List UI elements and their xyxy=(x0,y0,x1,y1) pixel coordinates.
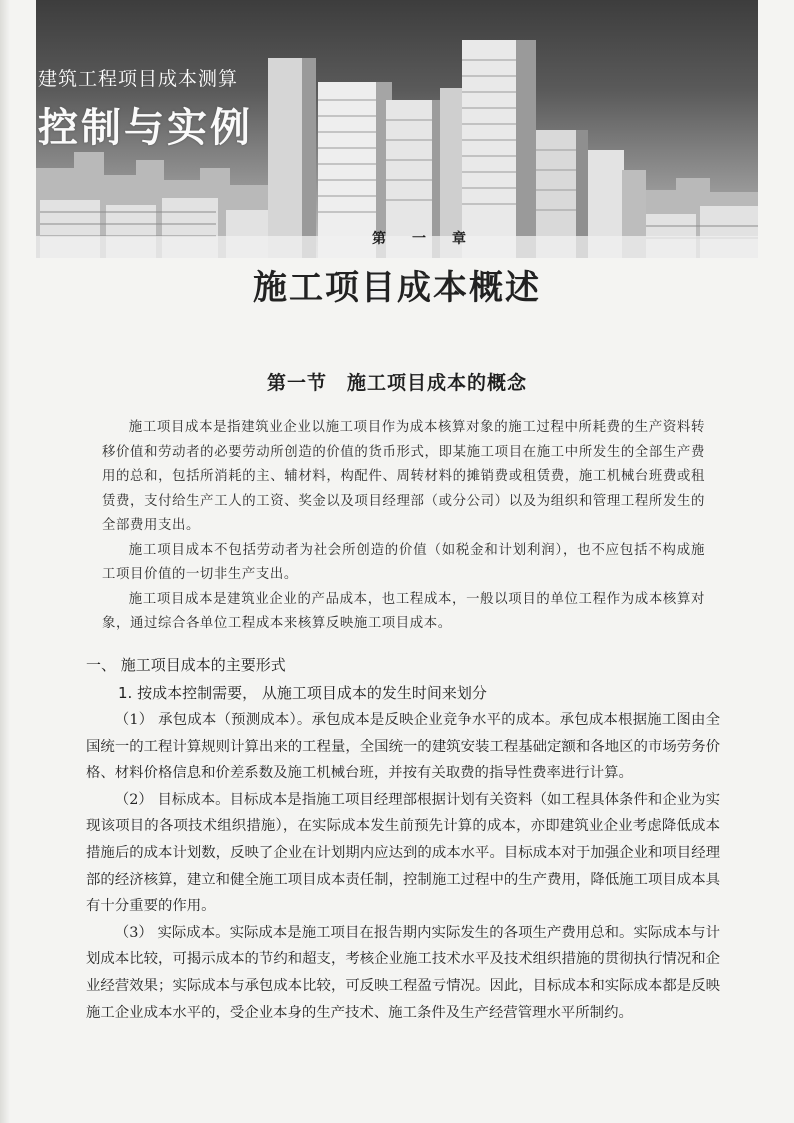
body-paragraph: （2） 目标成本。目标成本是指施工项目经理部根据计划有关资料（如工程具体条件和企业为实现该项目的各项技术组织措施），在实际成本发生前预先计算的成本，亦即建筑业企业考虑降低成本措施后的成本计划数，反映了企业在计划期内应达到的成本水平。目标成本对于加强企业和项目经理部的经济核算，建立和健全施工项目成本责任制，控制施工过程中的生产费用，降低施工项目成本具有十分重要的作用。 xyxy=(86,791,720,915)
series-title: 建筑工程项目成本测算 xyxy=(38,68,239,90)
lead-paragraph: 施工项目成本是建筑业企业的产品成本，也工程成本，一般以项目的单位工程作为成本核算对象，通过综合各单位工程成本来核算反映施工项目成本。 xyxy=(102,591,705,631)
page-edge-shadow xyxy=(0,0,10,1123)
chapter-number-label: 第一章 xyxy=(372,231,492,247)
lead-paragraph: 施工项目成本不包括劳动者为社会所创造的价值（如税金和计划利润），也不应包括不构成施工项目价值的一切非生产支出。 xyxy=(102,542,705,582)
body-text-block xyxy=(86,707,720,1026)
lead-paragraph: 施工项目成本是指建筑业企业以施工项目作为成本核算对象的施工过程中所耗费的生产资料转移价值和劳动者的必要劳动所创造的价值的货币形式，即某施工项目在施工中所发生的全部生产费用的总和，包括所消耗的主、辅材料，构配件、周转材料的摊销费或租赁费，施工机械台班费或租赁费，支付给生产工人的工资、奖金以及项目经理部（或分公司）以及为组织和管理工程所发生的全部费用支出。 xyxy=(102,420,705,533)
section-title: 第一节 施工项目成本的概念 xyxy=(266,372,527,394)
lead-text-block xyxy=(102,416,705,637)
heading-level-2: 1. 按成本控制需要， 从施工项目成本的发生时间来划分 xyxy=(118,684,487,702)
chapter-banner-image xyxy=(36,0,758,258)
book-title: 控制与实例 xyxy=(38,105,253,151)
body-paragraph: （1） 承包成本（预测成本）。承包成本是反映企业竞争水平的成本。承包成本根据施工图由全国统一的工程计算规则计算出来的工程量，全国统一的建筑安装工程基础定额和各地区的市场劳务价格、材料价格信息和价差系数及施工机械台班，并按有关取费的指导性费率进行计算。 xyxy=(86,712,720,782)
chapter-title: 施工项目成本概述 xyxy=(253,268,541,308)
body-paragraph: （3） 实际成本。实际成本是施工项目在报告期内实际发生的各项生产费用总和。实际成本与计划成本比较，可揭示成本的节约和超支，考核企业施工技术水平及技术组织措施的贯彻执行情况和企业经营效果；实际成本与承包成本比较，可反映工程盈亏情况。因此，目标成本和实际成本都是反映施工企业成本水平的，受企业本身的生产技术、施工条件及生产经营管理水平所制约。 xyxy=(86,924,720,1021)
heading-level-1: 一、 施工项目成本的主要形式 xyxy=(86,656,286,674)
